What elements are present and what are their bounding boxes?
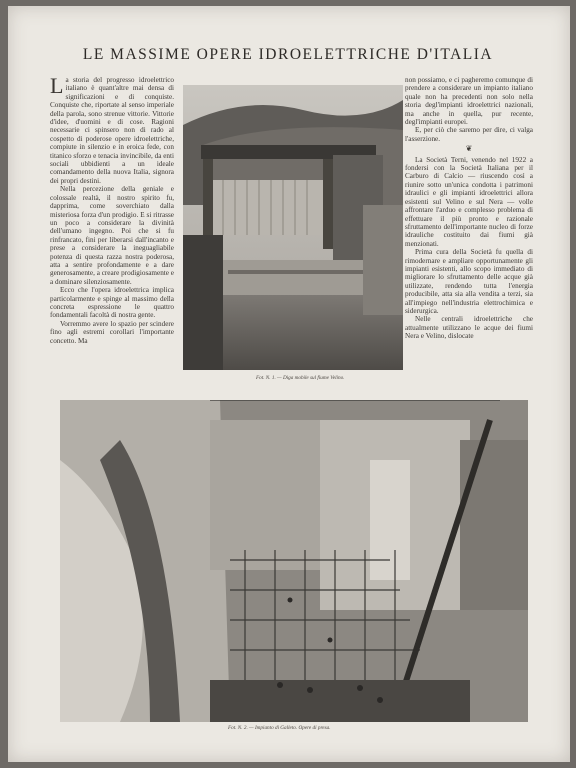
magazine-page	[8, 6, 570, 762]
page-title: LE MASSIME OPERE IDROELETTRICHE D'ITALIA	[82, 46, 494, 63]
paragraph: La Società Terni, venendo nel 1922 a fondersi con la Società Italiana per il Carburo di Calcio — riuscendo così a riunire sotto un'unica condotta i patrimoni idraulici e gli impianti idroelettrici allora esistenti sul Velino e sul Nera — volle affrontare l'arduo e complesso problema di effettuare il più pronto e razionale sfruttamento dell'importante nucleo di forze idrauliche costituito dai fiumi già menzionati.	[405, 155, 533, 248]
drop-cap: L	[50, 76, 64, 98]
paragraph: Ecco che l'opera idroelettrica implica particolarmente e spinge al massimo della concreta espressione le quattro fondamentali facoltà di nostra gente.	[50, 286, 174, 320]
article-left-column	[50, 76, 174, 388]
dam-photo	[183, 85, 403, 370]
paragraph-text: a storia del progresso idroelettrico italiano è quant'altre mai densa di significazioni e di conquiste. Conquiste che, riportate al senso imperiale della parola, sono strenue vittorie. Vittorie d'idee, d'uomini e di cose. Ragioni necessarie ci spinsero non di rado al cospetto di poderose opere idroelettriche, compiute in silenzio e in eroica fede, con titanico sforzo e tenacia invincibile, da enti sociali ubbidienti a un ideale comandamento della nuova Italia, signora dei propri destini.	[50, 76, 174, 185]
section-separator: ❦	[465, 144, 473, 154]
paragraph: Nella percezione della geniale e colossale realtà, il nostro spirito fu, dapprima, come soverchiato dalla misteriosa forza d'un prodigio. E si ritrasse un poco a considerare la divinità dell'umano ingegno. Poi che si fu rinfrancato, fini per liberarsi dall'incanto e prese a considerare la ineguagliabile potenza di questa razza nostra poderosa, atta a sentire profondamente e a dare generosamente, a creare prodigiosamente e a dominare silenziosamente.	[50, 185, 174, 286]
paragraph: Prima cura della Società fu quella di rimodernare e ampliare opportunamente gli impianti esistenti, allo scopo immediato di migliorare lo sfruttamento delle acque già utilizzate, rendendo tutta l'energia producibile, atta sia alla vendita a terzi, sia all'impiego nell'industria elettrochimica e siderurgica.	[405, 248, 533, 315]
figure-caption-top: Fot. N. 1. — Diga mobile sul fiume Velino.	[256, 375, 345, 381]
figure-caption-bottom: Fot. N. 2. — Impianto di Galleto. Opere di presa.	[228, 725, 331, 731]
article-right-column	[405, 76, 533, 396]
construction-photo	[60, 400, 528, 722]
paragraph: non possiamo, e ci pagheremo comunque di prendere a considerare un impianto italiano quale non ha precedenti non solo nella storia degl'impianti idroelettrici nazionali, ma anche in quella, pur recente, degl'impianti europei.	[405, 76, 533, 127]
paragraph	[50, 76, 174, 185]
paragraph: Vorremmo avere lo spazio per scindere fino agli estremi corollari l'importante concetto. Ma	[50, 319, 174, 345]
paragraph: E, per ciò che saremo per dire, ci valga l'asserzione.	[405, 126, 533, 143]
paragraph: Nelle centrali idroelettriche che attualmente utilizzano le acque dei fiumi Nera e Velino, dislocate	[405, 315, 533, 341]
